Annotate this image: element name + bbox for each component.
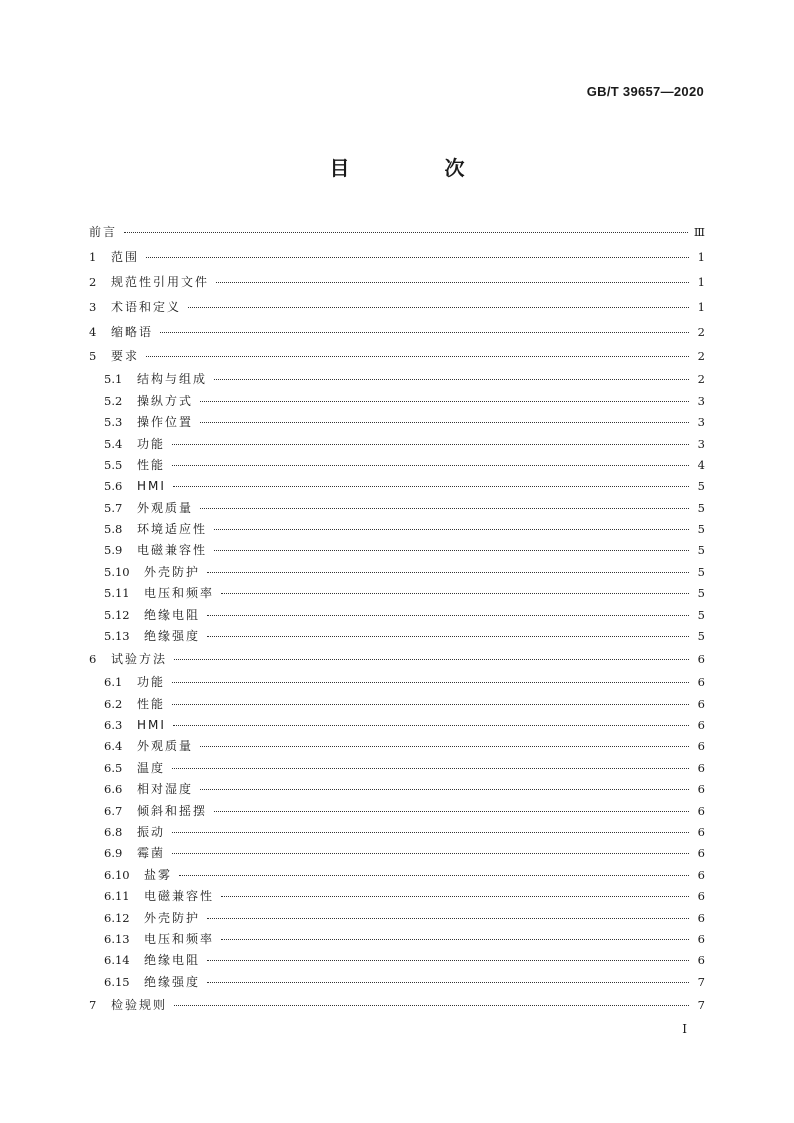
toc-entry-number: 5.10 <box>104 564 130 579</box>
toc-entry-label: 检验规则 <box>111 998 168 1013</box>
toc-entry-number: 5 <box>89 349 97 364</box>
toc-dot-leader <box>188 307 689 308</box>
toc-entry-page: 5 <box>697 586 705 601</box>
toc-dot-leader <box>221 896 689 897</box>
toc-entry-label: 操纵方式 <box>137 393 194 408</box>
toc-entry-number: 6.15 <box>104 974 130 989</box>
toc-entry-label: 要求 <box>111 349 140 364</box>
toc-entry-number: 6.9 <box>104 846 123 861</box>
toc-dot-leader <box>214 811 689 812</box>
toc-entry-number: 5.11 <box>104 586 130 601</box>
toc-entry[interactable] <box>89 715 705 736</box>
toc-entry-label: 外观质量 <box>137 500 194 515</box>
toc-entry[interactable] <box>89 626 705 647</box>
toc-entry-label: 电压和频率 <box>144 586 215 601</box>
toc-entry-number: 5.12 <box>104 607 130 622</box>
toc-entry-page: 6 <box>697 910 705 925</box>
toc-dot-leader <box>207 918 689 919</box>
toc-entry-label: 前言 <box>89 225 118 239</box>
toc-entry-number: 5.9 <box>104 543 123 558</box>
toc-dot-leader <box>174 1005 689 1006</box>
toc-entry-page: 2 <box>697 349 705 364</box>
toc-entry[interactable] <box>89 908 705 929</box>
toc-dot-leader <box>207 982 689 983</box>
toc-entry-label: 霉菌 <box>137 846 166 861</box>
toc-entry-label: 绝缘电阻 <box>144 953 201 968</box>
toc-entry-label: 绝缘强度 <box>144 629 201 644</box>
toc-dot-leader <box>172 704 689 705</box>
toc-dot-leader <box>146 257 689 258</box>
toc-entry-label: 结构与组成 <box>137 372 208 387</box>
toc-entry-number: 6.11 <box>104 889 130 904</box>
toc-entry[interactable] <box>89 412 705 433</box>
toc-entry-page: 2 <box>697 324 705 339</box>
toc-entry[interactable] <box>89 929 705 950</box>
toc-entry-number: 6 <box>89 652 97 667</box>
toc-entry-label: 绝缘强度 <box>144 974 201 989</box>
toc-dot-leader <box>207 572 689 573</box>
toc-entry-label: 电磁兼容性 <box>137 543 208 558</box>
toc-dot-leader <box>200 746 689 747</box>
toc-entry[interactable] <box>89 270 705 295</box>
toc-entry-label: 电磁兼容性 <box>144 889 215 904</box>
toc-entry-page: 6 <box>697 675 705 690</box>
toc-entry-label: 绝缘电阻 <box>144 607 201 622</box>
toc-entry[interactable] <box>89 320 705 345</box>
page-number: I <box>682 1022 687 1036</box>
toc-dot-leader <box>172 682 689 683</box>
toc-entry-page: 6 <box>697 803 705 818</box>
toc-entry-number: 4 <box>89 324 97 339</box>
toc-entry-page: 6 <box>697 846 705 861</box>
toc-dot-leader <box>200 401 689 402</box>
toc-dot-leader <box>173 725 689 726</box>
toc-dot-leader <box>216 282 689 283</box>
toc-entry-label: 外壳防护 <box>144 564 201 579</box>
toc-entry[interactable] <box>89 498 705 519</box>
toc-entry[interactable] <box>89 993 705 1018</box>
toc-entry-number: 1 <box>89 249 97 264</box>
toc-entry-label: 缩略语 <box>111 324 154 339</box>
toc-entry[interactable] <box>89 540 705 561</box>
toc-entry-page: 5 <box>697 629 705 644</box>
toc-entry-page: 6 <box>697 932 705 946</box>
toc-entry-number: 6.13 <box>104 932 130 946</box>
toc-entry[interactable] <box>89 758 705 779</box>
toc-entry-number: 6.2 <box>104 696 123 711</box>
toc-entry[interactable] <box>89 583 705 604</box>
toc-dot-leader <box>200 508 689 509</box>
toc-entry-page: 6 <box>697 652 705 667</box>
toc-entry-label: 术语和定义 <box>111 299 182 314</box>
toc-dot-leader <box>221 939 689 940</box>
toc-entry-label: 规范性引用文件 <box>111 274 210 289</box>
toc-entry-label: 外壳防护 <box>144 910 201 925</box>
toc-entry-page: 6 <box>697 867 705 882</box>
toc-entry-page: 1 <box>697 299 705 314</box>
toc-entry[interactable] <box>89 972 705 993</box>
toc-entry-label: 倾斜和摇摆 <box>137 803 208 818</box>
toc-entry[interactable] <box>89 220 705 245</box>
toc-entry-label: 功能 <box>137 675 166 690</box>
toc-dot-leader <box>179 875 689 876</box>
toc-entry-page: 3 <box>697 415 705 430</box>
toc-dot-leader <box>207 960 689 961</box>
toc-entry[interactable] <box>89 736 705 757</box>
toc-entry-page: 5 <box>697 607 705 622</box>
toc-dot-leader <box>173 486 689 487</box>
toc-dot-leader <box>207 636 689 637</box>
toc-entry-page: 6 <box>697 718 705 733</box>
toc-entry-label: 性能 <box>137 696 166 711</box>
toc-entry[interactable] <box>89 647 705 672</box>
toc-entry[interactable] <box>89 455 705 476</box>
toc-entry-number: 6.8 <box>104 825 123 840</box>
toc-entry[interactable] <box>89 822 705 843</box>
toc-entry-page: 7 <box>697 998 705 1013</box>
toc-entry[interactable] <box>89 672 705 693</box>
toc-entry-label: HMI <box>137 718 166 733</box>
toc-entry[interactable] <box>89 476 705 497</box>
toc-entry-number: 6.3 <box>104 718 123 733</box>
toc-dot-leader <box>172 832 689 833</box>
toc-entry-page: 5 <box>697 543 705 558</box>
toc-entry[interactable] <box>89 605 705 626</box>
toc-dot-leader <box>172 465 689 466</box>
toc-entry-number: 5.3 <box>104 415 123 430</box>
toc-dot-leader <box>146 356 689 357</box>
toc-entry-page: 6 <box>697 782 705 797</box>
toc-entry-page: 5 <box>697 522 705 537</box>
toc-entry-page: 6 <box>697 696 705 711</box>
toc-dot-leader <box>172 444 689 445</box>
toc-entry[interactable] <box>89 694 705 715</box>
toc-entry-page: 6 <box>697 825 705 840</box>
toc-entry-label: 温度 <box>137 760 166 775</box>
toc-entry-label: 试验方法 <box>111 652 168 667</box>
toc-entry-page: 3 <box>697 436 705 451</box>
toc-entry-number: 6.7 <box>104 803 123 818</box>
toc-entry-label: HMI <box>137 479 166 494</box>
toc-entry-page: 7 <box>697 974 705 989</box>
toc-entry-page: 1 <box>697 274 705 289</box>
toc-entry-page: Ⅲ <box>693 225 705 239</box>
toc-entry-number: 6.12 <box>104 910 130 925</box>
toc-entry[interactable] <box>89 779 705 800</box>
toc-entry-page: 6 <box>697 739 705 754</box>
page-title: 目 次 <box>329 156 509 180</box>
toc-entry-page: 5 <box>697 479 705 494</box>
toc-entry-page: 4 <box>697 457 705 472</box>
toc-dot-leader <box>172 768 689 769</box>
toc-dot-leader <box>221 593 689 594</box>
toc-entry-number: 6.5 <box>104 760 123 775</box>
toc-entry-number: 5.6 <box>104 479 123 494</box>
toc-entry[interactable] <box>89 801 705 822</box>
standard-code: GB/T 39657—2020 <box>586 84 704 99</box>
toc-entry-label: 相对湿度 <box>137 782 194 797</box>
toc-entry-page: 6 <box>697 889 705 904</box>
toc-entry[interactable] <box>89 391 705 412</box>
toc-entry[interactable] <box>89 562 705 583</box>
toc-entry-page: 2 <box>697 372 705 387</box>
toc-entry[interactable] <box>89 369 705 390</box>
toc-entry[interactable] <box>89 950 705 971</box>
toc-entry[interactable] <box>89 865 705 886</box>
toc-entry-number: 6.1 <box>104 675 123 690</box>
toc-entry[interactable] <box>89 344 705 369</box>
toc-entry-label: 操作位置 <box>137 415 194 430</box>
toc-entry-number: 2 <box>89 274 97 289</box>
toc-entry-label: 外观质量 <box>137 739 194 754</box>
toc-dot-leader <box>174 659 689 660</box>
toc-entry-number: 5.8 <box>104 522 123 537</box>
toc-entry[interactable] <box>89 434 705 455</box>
toc-entry-page: 5 <box>697 500 705 515</box>
toc-entry-number: 5.7 <box>104 500 123 515</box>
toc-dot-leader <box>214 379 689 380</box>
toc-dot-leader <box>214 550 689 551</box>
toc-entry-number: 5.4 <box>104 436 123 451</box>
toc-entry-label: 范围 <box>111 249 140 264</box>
toc-entry-number: 5.2 <box>104 393 123 408</box>
toc-entry-number: 6.14 <box>104 953 130 968</box>
toc-entry[interactable] <box>89 295 705 320</box>
toc-entry-number: 6.6 <box>104 782 123 797</box>
toc-entry-number: 3 <box>89 299 97 314</box>
toc-entry-number: 5.13 <box>104 629 130 644</box>
toc-dot-leader <box>214 529 689 530</box>
toc-entry-page: 1 <box>697 249 705 264</box>
toc-entry-label: 功能 <box>137 436 166 451</box>
toc-dot-leader <box>124 232 688 233</box>
toc-entry-page: 6 <box>697 760 705 775</box>
toc-entry-label: 环境适应性 <box>137 522 208 537</box>
toc-entry[interactable] <box>89 519 705 540</box>
toc-entry-label: 电压和频率 <box>144 932 215 946</box>
toc-dot-leader <box>207 615 689 616</box>
toc-entry-page: 3 <box>697 393 705 408</box>
toc-entry-number: 5.1 <box>104 372 123 387</box>
toc-entry[interactable] <box>89 886 705 907</box>
toc-entry[interactable] <box>89 843 705 864</box>
toc-entry-number: 7 <box>89 998 97 1013</box>
toc-entry-number: 6.10 <box>104 867 130 882</box>
toc-entry-number: 5.5 <box>104 457 123 472</box>
toc-entry-label: 性能 <box>137 457 166 472</box>
toc-dot-leader <box>200 789 689 790</box>
toc-entry-label: 盐雾 <box>144 867 173 882</box>
toc-entry-page: 5 <box>697 564 705 579</box>
toc-entry-label: 振动 <box>137 825 166 840</box>
toc-dot-leader <box>160 332 689 333</box>
toc-dot-leader <box>172 853 689 854</box>
toc-entry-number: 6.4 <box>104 739 123 754</box>
table-of-contents <box>89 220 705 1018</box>
toc-dot-leader <box>200 422 689 423</box>
toc-entry[interactable] <box>89 245 705 270</box>
toc-entry-page: 6 <box>697 953 705 968</box>
